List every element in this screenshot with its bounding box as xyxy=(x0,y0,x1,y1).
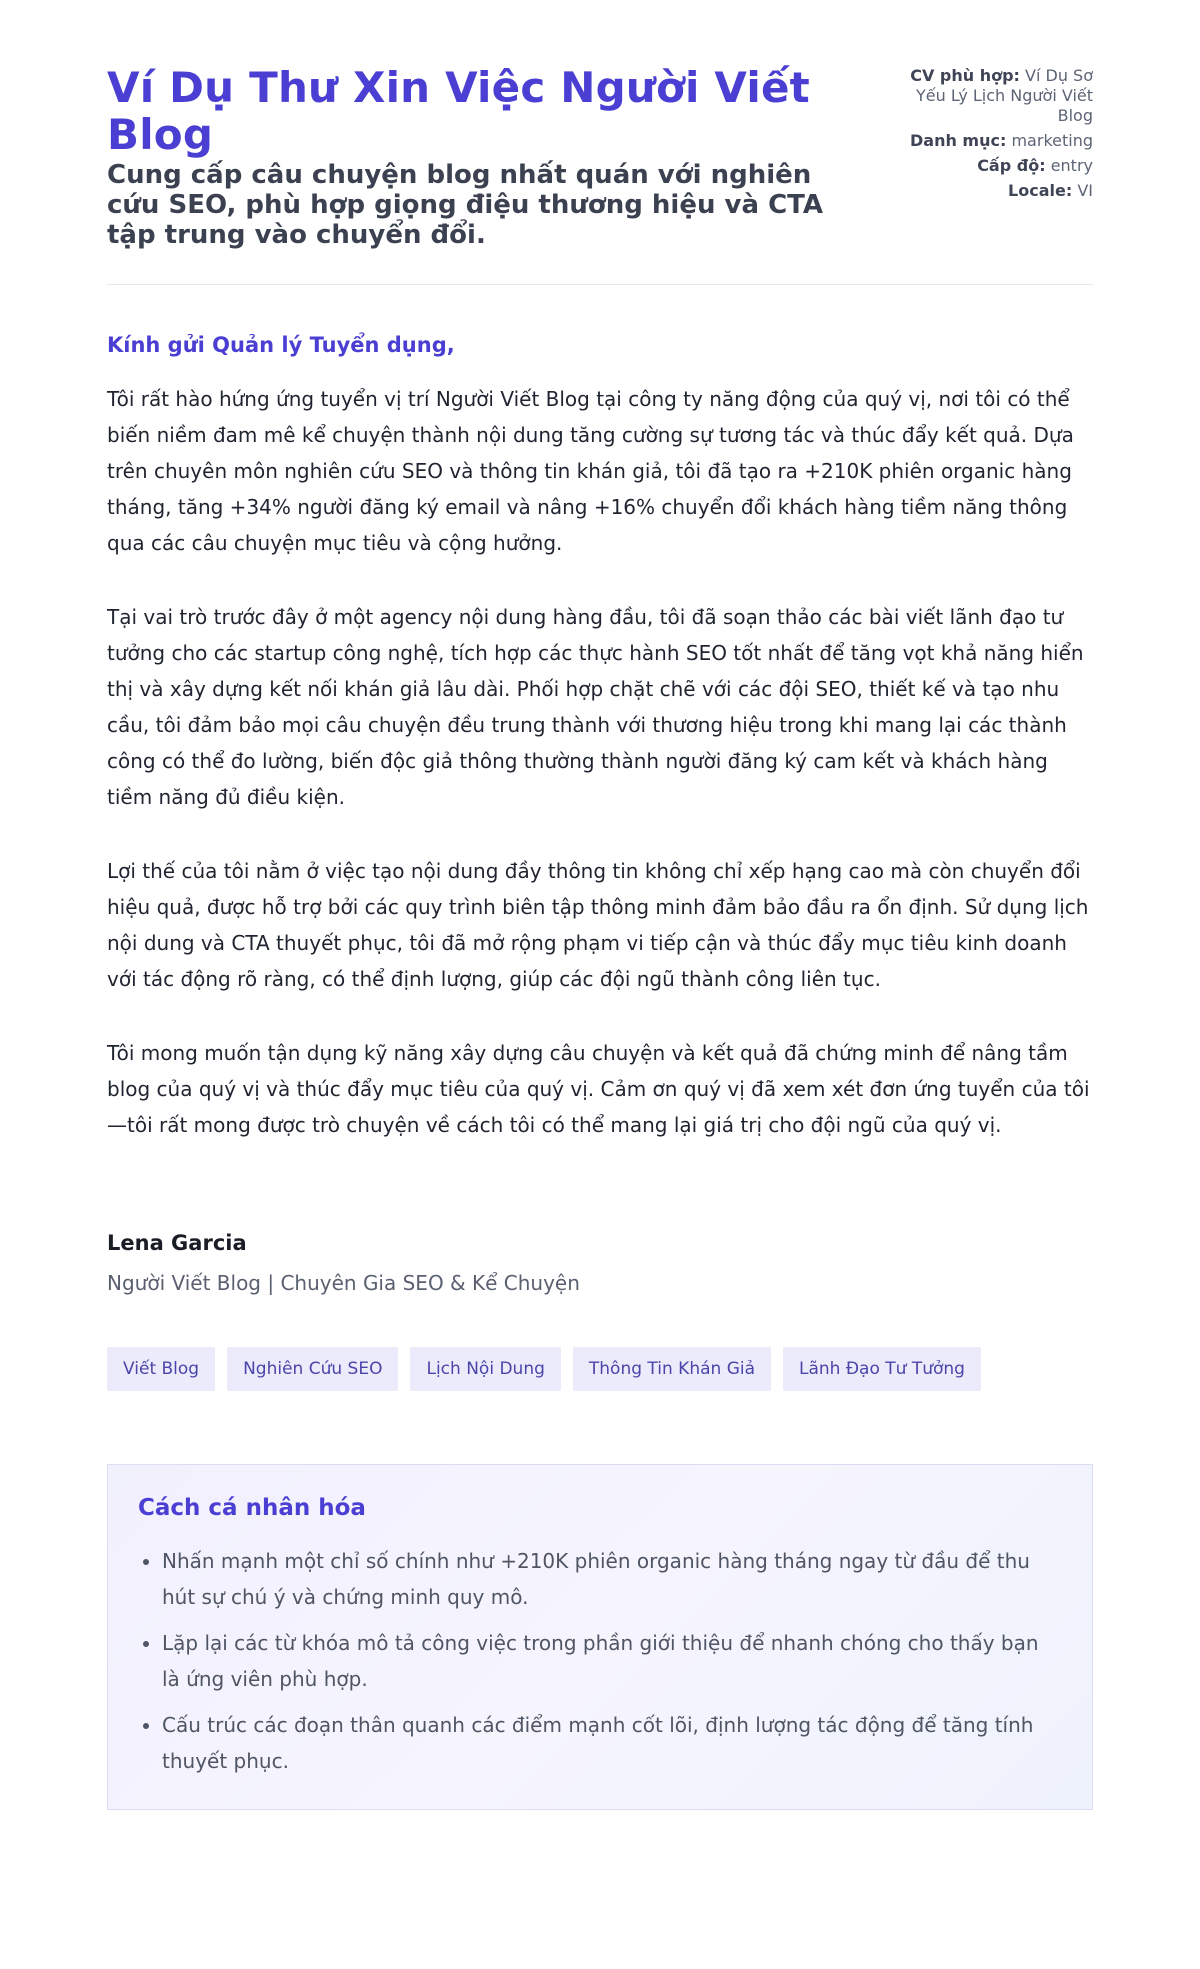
page-header xyxy=(107,64,1093,250)
skill-tags xyxy=(107,1347,1093,1391)
meta-row-resume xyxy=(903,66,1093,126)
page-title: Ví Dụ Thư Xin Việc Người Viết Blog xyxy=(107,63,810,159)
tip-item: • Cấu trúc các đoạn thân quanh các điểm mạnh cốt lõi, định lượng tác động để tăng tính thuyết phục. xyxy=(162,1707,1062,1779)
header-title-block xyxy=(107,64,867,250)
meta-value: marketing xyxy=(1011,131,1093,150)
signature-name: Lena Garcia xyxy=(107,1231,247,1255)
meta-value: Ví Dụ Sơ Yếu Lý Lịch Người Viết Blog xyxy=(916,66,1093,125)
meta-row-locale xyxy=(903,181,1093,201)
meta-panel xyxy=(903,66,1093,206)
letter-paragraph: Lợi thế của tôi nằm ở việc tạo nội dung đầy thông tin không chỉ xếp hạng cao mà còn chuyển đổi hiệu quả, được hỗ trợ bởi các quy trình biên tập thông minh đảm bảo đầu ra ổn định. Sử dụng lịch nội dung và CTA thuyết phục, tôi đã mở rộng phạm vi tiếp cận và thúc đẩy mục tiêu kinh doanh với tác động rõ ràng, có thể định lượng, giúp các đội ngũ thành công liên tục. xyxy=(107,859,1089,991)
signature-role: Người Viết Blog | Chuyên Gia SEO & Kể Chuyện xyxy=(107,1271,580,1295)
page-subtitle: Cung cấp câu chuyện blog nhất quán với nghiên cứu SEO, phù hợp giọng điệu thương hiệu và CTA tập trung vào chuyển đổi. xyxy=(107,160,823,250)
header-divider xyxy=(107,284,1093,285)
meta-key: CV phù hợp: xyxy=(910,66,1020,85)
letter-paragraph: Tại vai trò trước đây ở một agency nội dung hàng đầu, tôi đã soạn thảo các bài viết lãnh đạo tư tưởng cho các startup công nghệ, tích hợp các thực hành SEO tốt nhất để tăng vọt khả năng hiển thị và xây dựng kết nối khán giả lâu dài. Phối hợp chặt chẽ với các đội SEO, thiết kế và tạo nhu cầu, tôi đảm bảo mọi câu chuyện đều trung thành với thương hiệu trong khi mang lại các thành công có thể đo lường, biến độc giả thông thường thành người đăng ký cam kết và khách hàng tiềm năng đủ điều kiện. xyxy=(107,605,1084,809)
signature-block xyxy=(107,1229,1093,1297)
meta-row-category xyxy=(903,131,1093,151)
tips-title: Cách cá nhân hóa xyxy=(138,1495,366,1521)
letter-paragraph: Tôi mong muốn tận dụng kỹ năng xây dựng câu chuyện và kết quả đã chứng minh để nâng tầm blog của quý vị và thúc đẩy mục tiêu của quý vị. Cảm ơn quý vị đã xem xét đơn ứng tuyển của tôi—tôi rất mong được trò chuyện về cách tôi có thể mang lại giá trị cho đội ngũ của quý vị. xyxy=(107,1041,1090,1137)
letter-paragraph: Tôi rất hào hứng ứng tuyển vị trí Người Viết Blog tại công ty năng động của quý vị, nơi tôi có thể biến niềm đam mê kể chuyện thành nội dung tăng cường sự tương tác và thúc đẩy kết quả. Dựa trên chuyên môn nghiên cứu SEO và thông tin khán giả, tôi đã tạo ra +210K phiên organic hàng tháng, tăng +34% người đăng ký email và nâng +16% chuyển đổi khách hàng tiềm năng thông qua các câu chuyện mục tiêu và cộng hưởng. xyxy=(107,387,1074,555)
salutation: Kính gửi Quản lý Tuyển dụng, xyxy=(107,333,455,357)
tip-item: • Nhấn mạnh một chỉ số chính như +210K phiên organic hàng tháng ngay từ đầu để thu hút sự chú ý và chứng minh quy mô. xyxy=(162,1543,1062,1615)
meta-row-level xyxy=(903,156,1093,176)
tip-item: • Lặp lại các từ khóa mô tả công việc trong phần giới thiệu để nhanh chóng cho thấy bạn là ứng viên phù hợp. xyxy=(162,1625,1062,1697)
meta-key: Danh mục: xyxy=(910,131,1007,150)
skill-tag: Lịch Nội Dung xyxy=(410,1347,560,1391)
skill-tag: Lãnh Đạo Tư Tưởng xyxy=(783,1347,981,1391)
meta-key: Locale: xyxy=(1008,181,1073,200)
skill-tag: Viết Blog xyxy=(107,1347,215,1391)
skill-tag: Thông Tin Khán Giả xyxy=(573,1347,771,1391)
meta-value: entry xyxy=(1050,156,1093,175)
personalization-tips-box xyxy=(107,1464,1093,1810)
skill-tag: Nghiên Cứu SEO xyxy=(227,1347,398,1391)
tips-list xyxy=(138,1543,1062,1779)
letter-body xyxy=(107,331,1093,1143)
meta-key: Cấp độ: xyxy=(977,156,1046,175)
meta-value: VI xyxy=(1077,181,1093,200)
